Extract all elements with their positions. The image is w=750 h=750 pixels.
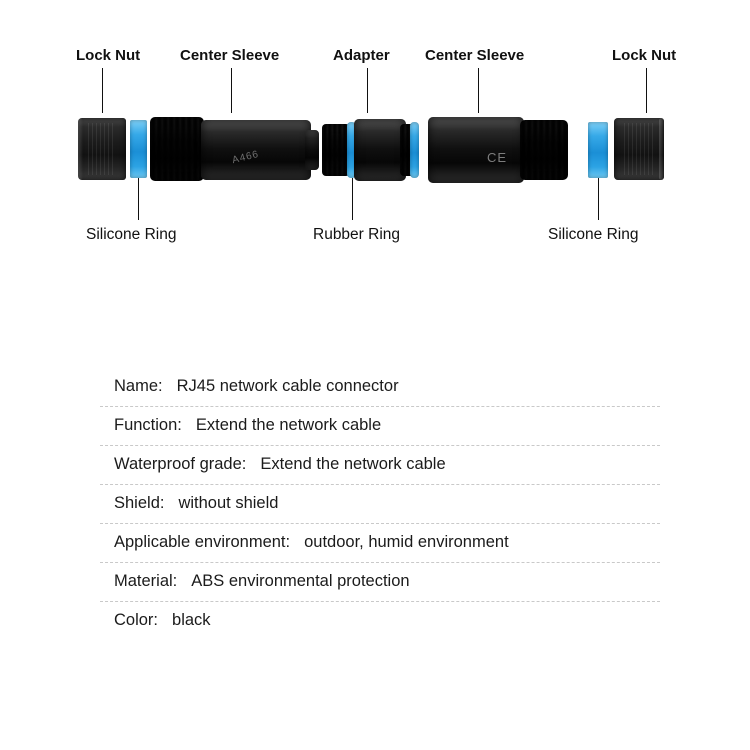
leader-silicone-ring-right (598, 178, 599, 220)
part-lock-nut-right (614, 118, 664, 180)
part-center-sleeve-left-ribbed (150, 117, 204, 181)
table-row (100, 563, 660, 602)
label-lock-nut-left: Lock Nut (76, 47, 141, 64)
lock-nut-highlight-left (78, 118, 83, 180)
spec-value-name: RJ45 network cable connector (176, 377, 399, 395)
lock-nut-ridges-left (88, 123, 117, 175)
part-adapter-body (354, 119, 406, 181)
table-row (100, 407, 660, 446)
spec-value-function: Extend the network cable (195, 416, 382, 434)
label-rubber-ring: Rubber Ring (313, 226, 401, 243)
spec-value-applicable-environment: outdoor, humid environment (304, 533, 509, 551)
spec-key-waterproof-grade: Waterproof grade: (114, 455, 247, 473)
table-row (100, 602, 660, 640)
table-row (100, 485, 660, 524)
leader-silicone-ring-left (138, 178, 139, 220)
leader-center-sleeve-right (478, 68, 479, 113)
part-silicone-ring-right (588, 122, 608, 178)
spec-value-waterproof-grade: Extend the network cable (260, 455, 446, 473)
label-lock-nut-right: Lock Nut (612, 47, 677, 64)
label-center-sleeve-left: Center Sleeve (180, 47, 280, 64)
part-center-sleeve-left-tip (305, 130, 319, 170)
table-row (100, 524, 660, 563)
part-center-sleeve-right-ribbed (520, 120, 568, 180)
part-center-sleeve-right-body (428, 117, 524, 183)
label-center-sleeve-right: Center Sleeve (425, 47, 525, 64)
label-silicone-ring-right: Silicone Ring (548, 226, 639, 243)
table-row (100, 446, 660, 485)
spec-value-shield: without shield (178, 494, 279, 512)
spec-key-name: Name: (114, 377, 163, 395)
spec-value-material: ABS environmental protection (191, 572, 410, 590)
leader-lock-nut-left (102, 68, 103, 113)
spec-key-material: Material: (114, 572, 178, 590)
part-rubber-ring-right (410, 122, 419, 178)
label-silicone-ring-left: Silicone Ring (86, 226, 177, 243)
spec-key-applicable-environment: Applicable environment: (114, 533, 291, 551)
lock-nut-highlight-right (659, 118, 664, 180)
part-marking-ce: CE (487, 150, 508, 165)
leader-adapter (367, 68, 368, 113)
spec-key-color: Color: (114, 611, 159, 629)
leader-center-sleeve-left (231, 68, 232, 113)
table-row (100, 368, 660, 407)
leader-lock-nut-right (646, 68, 647, 113)
label-adapter: Adapter (333, 47, 390, 64)
lock-nut-ridges-right (624, 123, 654, 175)
specification-table (100, 368, 660, 640)
part-lock-nut-left (78, 118, 126, 180)
part-adapter-thread-left (322, 124, 350, 176)
spec-key-function: Function: (114, 416, 182, 434)
spec-value-color: black (172, 611, 211, 629)
leader-rubber-ring (352, 178, 353, 220)
connector-exploded-diagram (0, 0, 750, 300)
part-silicone-ring-left (130, 120, 147, 178)
part-marking-a466: A466 (231, 148, 261, 167)
spec-key-shield: Shield: (114, 494, 165, 512)
